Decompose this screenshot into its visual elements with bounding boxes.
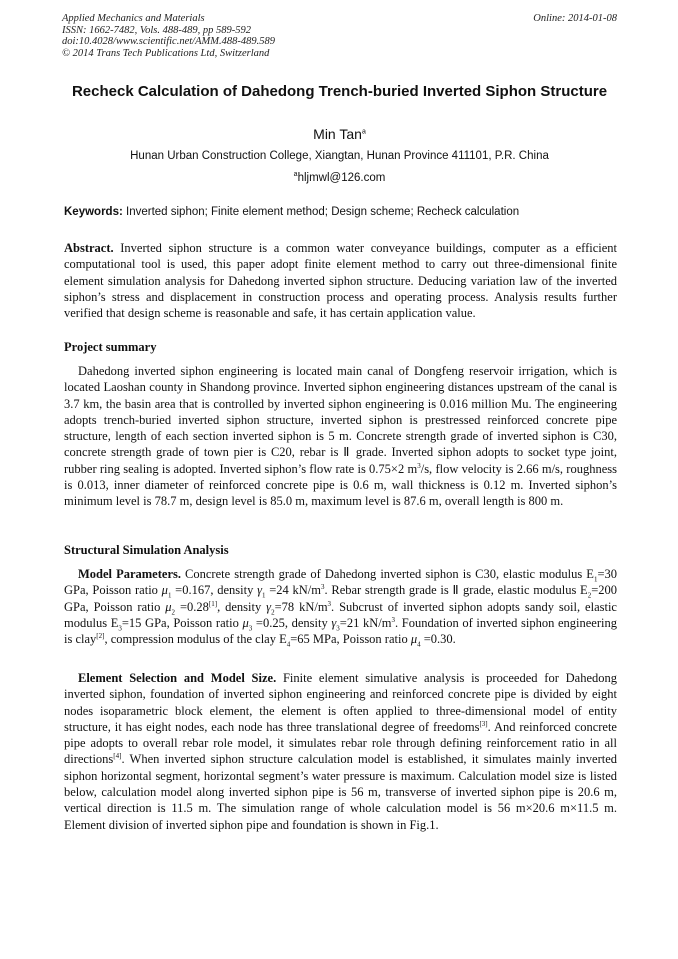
text-run: =65 MPa, Poisson ratio (290, 632, 411, 647)
abstract (64, 240, 617, 321)
author-name: Min Tan (313, 126, 362, 142)
mu-symbol: μ (165, 599, 172, 614)
gamma-symbol: γ (266, 599, 272, 614)
gamma-symbol: γ (331, 615, 337, 630)
superscript: 3 (327, 599, 332, 608)
email-sup: a (293, 171, 298, 179)
superscript: 3 (321, 583, 325, 592)
text-run: =0.28 (175, 599, 209, 614)
text-run: =0.30. (420, 632, 456, 647)
text-run: . And reinforced concrete pipe adopts to overall rebar role model, it simulates rebar role through defining reinforcement ratio in all directions (64, 719, 617, 767)
mu-symbol: μ (410, 632, 418, 647)
copyright-line: © 2014 Trans Tech Publications Ltd, Switzerland (62, 47, 270, 59)
email-address[interactable]: hljmwl@126.com (297, 172, 386, 184)
text-run: , density (217, 599, 267, 614)
citation: [4] (113, 752, 122, 761)
abstract-text: Inverted siphon structure is a common water conveyance buildings, computer as a efficient computational tool is used, this paper adopt finite element method to carry out three-dimensional finite element simulation analysis for Dahedong inverted siphon structure. Deducing variation law of the inverted siphon’s stress and displacement in construction process and operating process. Analysis results further verified that design scheme is reasonable and safe, it has certain application value. (64, 241, 618, 321)
subscript: 1 (262, 591, 266, 600)
project-summary-paragraph (64, 363, 617, 510)
element-selection-paragraph (64, 670, 617, 833)
model-parameters-paragraph (64, 566, 617, 647)
text-run: . Foundation of inverted siphon engineering is clay (64, 615, 617, 647)
citation: [1] (208, 599, 218, 608)
keywords-label: Keywords: (64, 206, 123, 218)
doi-line: doi:10.4028/www.scientific.net/AMM.488-489.589 (62, 36, 275, 47)
subscript: 3 (336, 624, 340, 633)
text-run: =15 GPa, Poisson ratio (121, 615, 243, 630)
paper-title: Recheck Calculation of Dahedong Trench-buried Inverted Siphon Structure (71, 83, 608, 100)
issn-line: ISSN: 1662-7482, Vols. 488-489, pp 589-592 (62, 24, 251, 36)
online-date: Online: 2014-01-08 (533, 13, 617, 24)
email (62, 172, 617, 184)
superscript: 3 (417, 461, 421, 470)
section-heading-structural: Structural Simulation Analysis (64, 543, 229, 557)
subscript: 1 (167, 591, 172, 600)
affiliation: Hunan Urban Construction College, Xiangtan, Hunan Province 411101, P.R. China (130, 150, 549, 162)
text-run: =200 GPa, Poisson ratio (64, 583, 618, 614)
mu-symbol: μ (242, 615, 249, 630)
subscript: 2 (271, 608, 275, 617)
superscript: 3 (391, 615, 395, 624)
element-selection-label: Element Selection and Model Size. (78, 671, 277, 685)
keywords-text: Inverted siphon; Finite element method; Design scheme; Recheck calculation (126, 206, 520, 218)
text-run: =30 GPa, Poisson ratio (64, 567, 617, 598)
subscript: 1 (593, 575, 598, 584)
section-heading-project-summary: Project summary (64, 340, 157, 354)
subscript: 2 (171, 608, 176, 617)
author (62, 126, 617, 142)
text-run: =0.167, density (171, 583, 258, 598)
text-run: . Rebar strength grade is Ⅱ grade, elastic modulus E (324, 583, 588, 598)
text-run: Finite element simulative analysis is proceeded for Dahedong inverted siphon, foundation of inverted siphon engineering and reinforced concrete pipe is divided by eight nodes isoparametric block element, the element is often applied to three-dimensional model of entity structure, it has eight nodes, each node has three translational degree of freedoms (64, 671, 617, 734)
subscript: 4 (286, 640, 291, 649)
text-run: , compression modulus of the clay E (104, 632, 287, 647)
text-run: . Subcrust of inverted siphon adopts sandy soil, elastic modulus E (64, 599, 617, 630)
text-run: =78 kN/m (274, 599, 328, 614)
subscript: 2 (587, 591, 592, 600)
mu-symbol: μ (161, 583, 168, 598)
text-run: Dahedong inverted siphon engineering is located main canal of Dongfeng reservoir irrigation, which is located Laoshan county in Shandong province. Inverted siphon engineering distances upstream of the canal is 3.7 km, the basin area that is controlled by inverted siphon engineering is 0.016 million Mu. The engineering adopts trench-buried inverted siphon structure, inverted siphon is prestressed reinforced concrete pipe structure, length of each section inverted siphon is 5 m. Concrete strength grade of inverted siphon is C30, concrete strength grade of town pier is C20, rebar is Ⅱ grade. Inverted siphon adopts to socket type joint, rubber ring sealing is adopted. Inverted siphon’s flow rate is 0.75×2 m (64, 364, 617, 476)
text-run: /s, flow velocity is 2.66 m/s, roughness is 0.013, inner diameter of reinforced concrete pipe is 0.6 m, wall thickness is 0.12 m. Inverted siphon’s minimum level is 78.7 m, design level is 85.0 m, maximum level is 87.6 m, overall length is 800 m. (64, 461, 617, 509)
text-run: =0.25, density (252, 615, 332, 630)
subscript: 4 (417, 640, 421, 649)
abstract-label: Abstract. (64, 241, 114, 255)
author-sup: a (361, 128, 366, 136)
text-run: =24 kN/m (265, 583, 321, 598)
journal-name: Applied Mechanics and Materials (62, 13, 205, 24)
text-run: =21 kN/m (339, 615, 392, 630)
journal-header (62, 13, 617, 59)
subscript: 3 (248, 624, 253, 633)
citation: [3] (479, 719, 488, 728)
keywords (64, 206, 617, 218)
model-parameters-label: Model Parameters. (78, 567, 181, 581)
gamma-symbol: γ (257, 583, 262, 598)
citation: [2] (96, 632, 105, 641)
text-run: Concrete strength grade of Dahedong inverted siphon is C30, elastic modulus E (180, 567, 594, 581)
subscript: 3 (118, 624, 122, 633)
text-run: . When inverted siphon structure calculation model is established, it simulates mainly inverted siphon horizontal segment, horizontal segment’s water pressure is maximum. Calculation model size is listed below, calculation model along inverted siphon pipe is 56 m, transverse of inverted siphon pipe is 20.6 m, vertical direction is 11.5 m. The simulation range of whole calculation model is 56 m×20.6 m×11.5 m. Element division of inverted siphon pipe and foundation is shown in Fig.1. (64, 752, 617, 832)
